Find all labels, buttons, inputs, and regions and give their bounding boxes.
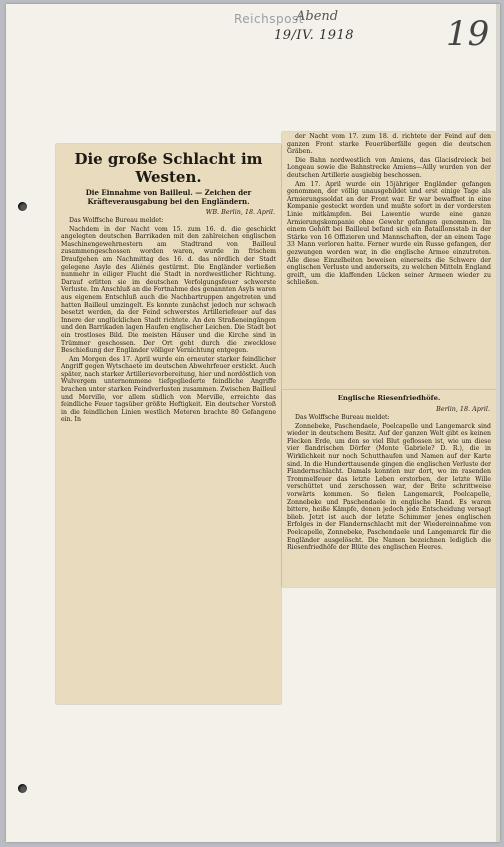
subheadline: Die Einnahme von Bailleul. — Zeichen der Kräfteverausgabung bei den Engländern.: [85, 188, 252, 206]
paragraph: der Nacht vom 17. zum 18. d. richtete der Feind auf den ganzen Front starke Feuerüberfälle gegen die deutschen Gräben.: [287, 133, 491, 156]
page-edge: [496, 4, 500, 842]
binding-hole: [18, 784, 27, 793]
section-title: Englische Riesenfriedhöfe.: [337, 394, 441, 402]
handwritten-date: 19/IV. 1918: [274, 28, 355, 43]
paragraph: Nachdem in der Nacht vom 15. zum 16. d. die geschickt angelegten deutschen Barrikaden mit den zahlreichen englischen Maschinengewehrnestern am Stadtrand von Bailleul zusammengeschossen worden waren, wurde in frischem Draufgehen am Nachmittag des 16. d. das nördlich der Stadt gelegene Asyle des Aliénés gestürmt. Die Engländer verließen nunmehr in eiliger Flucht die Stadt in nordwestlicher Richtung. Darauf erlitten sie im deutschen Verfolgungsfeuer schwerste Verluste. Im Anschluß an die Fortnahme des genannten Asyls waren aus eigenem Entschluß auch die Nachbartruppen angetreten und hatten Bailleul umzingelt. Es konnte zunächst jedoch nur schwach besetzt werden, da der Feind schwerstes Artilleriefeuer auf das Innere der unglücklichen Stadt richtete. An den Straßeneingängen und den Barrikaden lagen Haufen englischer Leichen. Die Stadt bot ein trostloses Bild. Die meisten Häuser und die Kirche sind in Trümmer geschossen. Der Ort geht durch die zwecklose Beschießung der Engländer völliger Vernichtung entgegen.: [61, 225, 276, 355]
paragraph: Am Morgen des 17. April wurde ein erneuter starker feindlicher Angriff gegen Wytschaete im deutschen Abwehrfeuer erstickt. Auch später, nach starker Artillerievorbereitung, hier und nordöstlich von Wulvergem unternommene tiefgegliederte feindliche Angriffe brachen unter starken Feindverlusten zusammen. Zwischen Bailleul und Merville, vor allem südlich von Merville, erreichte das feindliche Feuer tagsüber größte Heftigkeit. Ein deutscher Vorstoß in die feindlichen Linien westlich Meteren brachte 80 Gefangene ein. In: [61, 355, 276, 424]
archive-stamp: Reichspost: [234, 12, 304, 26]
section-dateline: Berlin, 18. April.: [436, 405, 490, 413]
paragraph: Die Bahn nordwestlich von Amiens, das Glacisdreieck bei Longeau sowie die Bahnstrecke Amiens—Ailly wurden von der deutschen Artillerie ausgiebig beschossen.: [287, 156, 491, 179]
binding-hole: [18, 202, 27, 211]
paragraph: Zonnebeke, Paschendaele, Poelcapelle und Langemarck sind wieder in deutschem Besitz. Auf der ganzen Welt gibt es keinen Flecken Erde, um den so viel Blut geflossen ist, wie um diese vier flandrischen Dörfer (Monte Gabriele? D. R.), die in Wirklichkeit nur noch Schutthaufen und Namen auf der Karte sind. In die Hunderttausende gingen die englischen Verluste der Flandernschlacht. Damals konnten nur dort, wo im rasenden Trommelfeuer das letzte Leben erstorben, der letzte Wille verschüttet und zerschossen war, der Brite schrittweise vorwärts kommen. So fielen Langemarck, Poelcapelle, Zonnebeke und Paschendaele in englische Hand. Es waren bittere, heiße Kämpfe, denen jedoch jede Entscheidung versagt blieb. Jetzt ist auch der letzte Schimmer jenes englischen Erfolges in der Flandernschlacht mit der Wiedereinnahme von Poelcapelle, Zonnebeke, Paschendaele und Langemarck für die Engländer ausgelöscht. Die Namen bezeichnen lediglich die Riesenfriedhöfe der Blüte des englischen Heeres.: [287, 422, 491, 552]
archive-sheet: [6, 4, 500, 842]
headline: Die große Schlacht im Westen.: [74, 150, 263, 186]
newspaper-clipping-left: [56, 144, 281, 704]
folio-number: 19: [446, 14, 490, 54]
paragraph: Am 17. April wurde ein 15jähriger Engländer gefangen genommen, der völlig unausgebildet und erst einige Tage als Armierungssoldat an der Front war. Er war bewaffnet in eine Kompanie gesteckt worden und mußte sofort in der vordersten Linie mitkämpfen. Bei Lawentie wurde eine ganze Armierungskompanie ohne Gewehr gefangen genommen. Im einem Gehöft bei Bailleul befand sich ein Bataillonsstab in der Stärke von 16 Offizieren und Mannschaften, der an einem Tage 33 Mann verloren hatte. Ferner wurde ein Russe gefangen, der gezwungen worden war, in die englische Armee einzutreten. Alle diese Einzelheiten beweisen einerseits die Schwere der englischen Verluste und anderseits, zu welchen Mitteln England greift, um die klaffenden Lücken seiner Armeen wieder zu schließen.: [287, 180, 491, 287]
paragraph: Das Wolffsche Bureau meldet:: [295, 414, 390, 421]
newspaper-clipping-right-bottom: [282, 390, 496, 587]
stamp-signature: Abend: [296, 9, 339, 24]
dateline: WB. Berlin, 18. April.: [205, 208, 275, 216]
paragraph: Das Wolffsche Bureau meldet:: [69, 217, 164, 224]
